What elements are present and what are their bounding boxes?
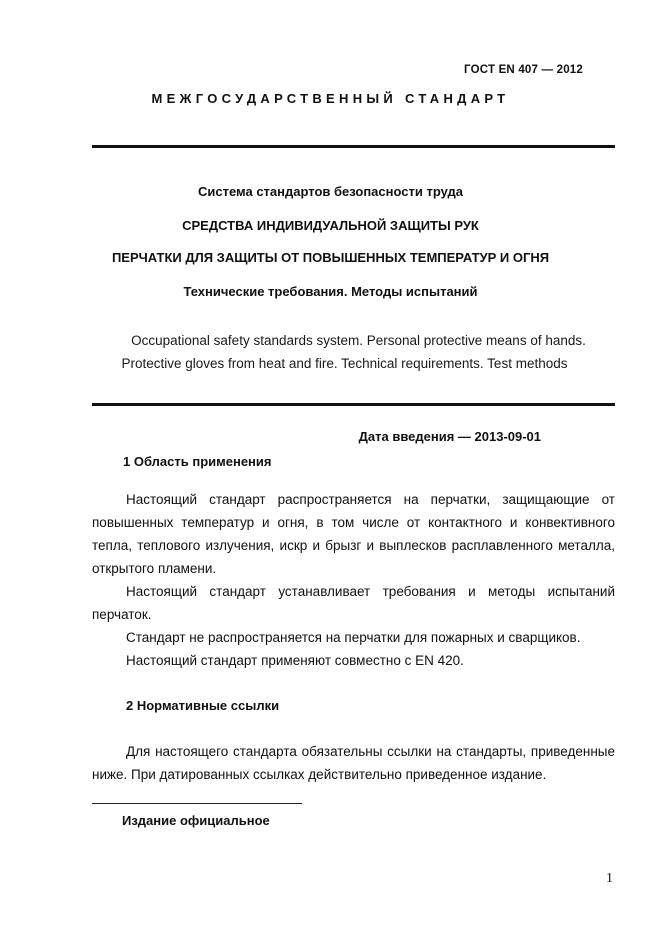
section-2-heading: 2 Нормативные ссылки xyxy=(126,698,280,713)
section-1-paragraph-3: Стандарт не распространяется на перчатки для пожарных и сварщиков. xyxy=(126,630,581,645)
introduction-date: Дата введения — 2013-09-01 xyxy=(358,429,541,444)
official-edition-label: Издание официальное xyxy=(122,813,270,828)
sub-title: ПЕРЧАТКИ ДЛЯ ЗАЩИТЫ ОТ ПОВЫШЕННЫХ ТЕМПЕРАТУР И ОГНЯ xyxy=(111,250,550,265)
section-1-heading: 1 Область применения xyxy=(123,454,272,469)
section-1-paragraph-4: Настоящий стандарт применяют совместно с EN 420. xyxy=(126,653,464,668)
footnote-divider xyxy=(92,803,302,804)
bottom-divider xyxy=(92,403,615,406)
standard-code: ГОСТ EN 407 — 2012 xyxy=(464,64,583,76)
english-title-line-1: Occupational safety standards system. Personal protective means of hands. xyxy=(131,333,586,348)
interstate-standard-label: МЕЖГОСУДАРСТВЕННЫЙ СТАНДАРТ xyxy=(151,91,510,106)
top-divider xyxy=(92,145,615,148)
section-1-paragraph-2: Настоящий стандарт устанавливает требования и методы испытаний перчаток. xyxy=(92,584,615,622)
page-number: 1 xyxy=(606,871,613,886)
section-2-paragraph-1: Для настоящего стандарта обязательны ссылки на стандарты, приведенные ниже. При датированных ссылках действительно приведенное издание. xyxy=(92,744,615,782)
technical-title: Технические требования. Методы испытаний xyxy=(183,284,478,299)
section-1-paragraph-1: Настоящий стандарт распространяется на перчатки, защищающие от повышенных температур и огня, в том числе от контактного и конвективного тепла, теплового излучения, искр и брызг и выплесков расплавленного металла, открытого пламени. xyxy=(92,492,615,576)
system-title: Система стандартов безопасности труда xyxy=(198,184,463,199)
english-title-line-2: Protective gloves from heat and fire. Technical requirements. Test methods xyxy=(121,356,568,371)
main-title: СРЕДСТВА ИНДИВИДУАЛЬНОЙ ЗАЩИТЫ РУК xyxy=(182,218,479,233)
